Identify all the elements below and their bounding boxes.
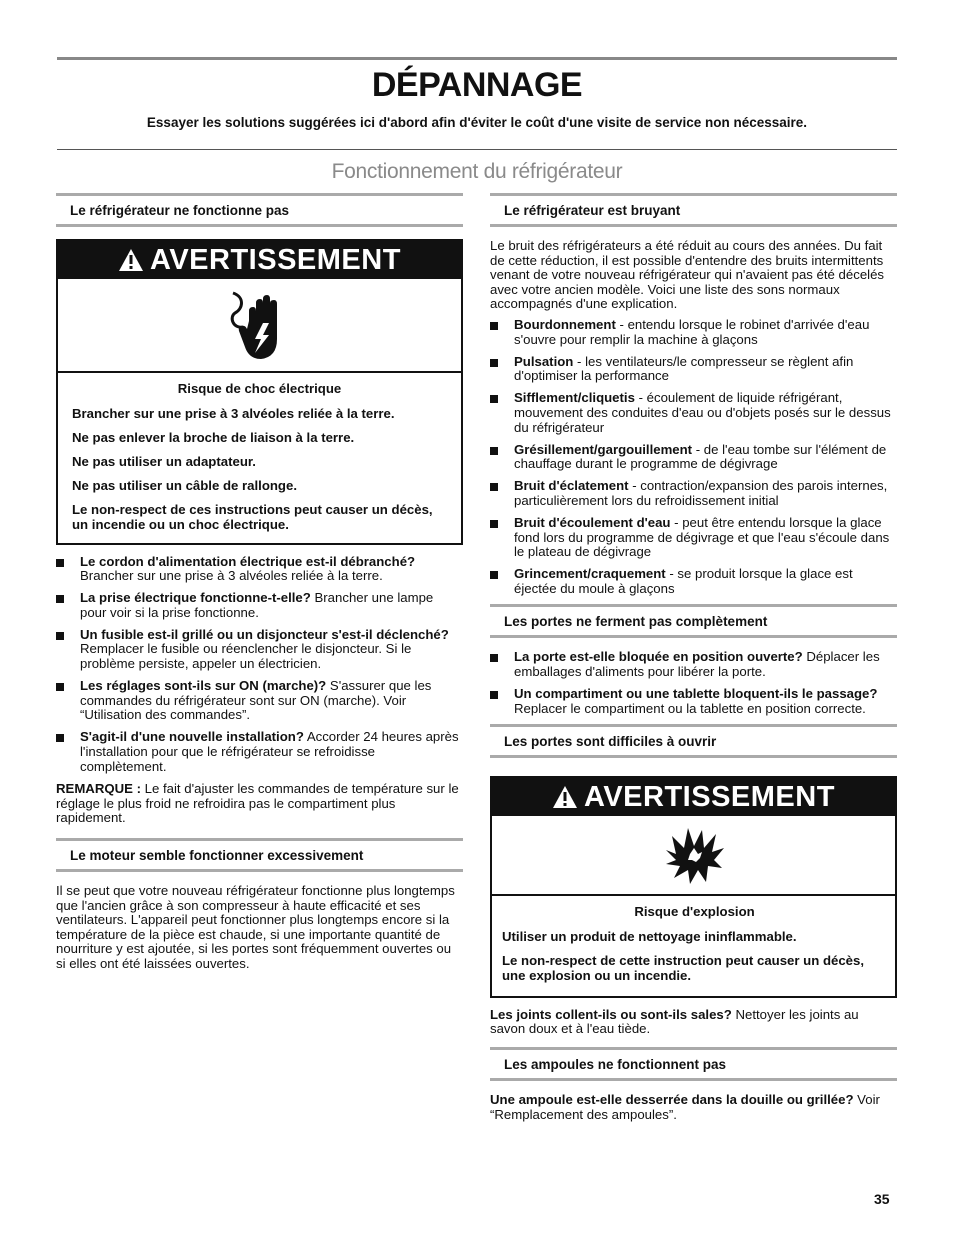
- explosion-warning-box: [490, 776, 897, 998]
- bullet-square-icon: [490, 447, 498, 455]
- noise-list: [490, 318, 897, 597]
- section-heading-doors-open: Les portes sont difficiles à ouvrir: [490, 724, 897, 758]
- warning-line: Brancher sur une prise à 3 alvéoles reliée à la terre.: [72, 405, 395, 421]
- page-title: DÉPANNAGE: [371, 66, 583, 104]
- list-item: [490, 650, 897, 679]
- bulb-question: Une ampoule est-elle desserrée dans la douille ou grillée?: [490, 1092, 854, 1108]
- electric-shock-hand-icon: [58, 279, 461, 373]
- bullet-square-icon: [56, 559, 64, 567]
- item-answer: Déplacer les emballages d'aliments pour libérer la porte.: [514, 649, 880, 680]
- list-item: [490, 687, 897, 716]
- item-term: Sifflement/cliquetis: [514, 390, 635, 406]
- item-answer: Brancher une lampe pour voir si la prise fonctionne.: [80, 590, 434, 620]
- item-desc: - peut être entendu lorsque la glace fond lors du programme de dégivrage et que l'eau s'écoule dans le plateau de dégivrage: [514, 515, 890, 560]
- item-question: Un compartiment ou une tablette bloquent-ils le passage?: [514, 686, 878, 702]
- section-heading-bulbs: Les ampoules ne fonctionnent pas: [490, 1047, 897, 1081]
- warning-line: Ne pas utiliser un adaptateur.: [72, 453, 256, 469]
- item-term: Bruit d'éclatement: [514, 478, 629, 494]
- item-term: Pulsation: [514, 353, 574, 369]
- list-item: [56, 730, 463, 774]
- seal-paragraph: [490, 1008, 897, 1037]
- list-item: [490, 516, 897, 560]
- warning-body: [58, 373, 461, 543]
- item-question: Le cordon d'alimentation électrique est-il débranché?: [80, 553, 416, 569]
- item-question: La prise électrique fonctionne-t-elle?: [80, 590, 311, 606]
- warning-line: Utiliser un produit de nettoyage ininflammable.: [502, 928, 797, 944]
- list-item: [56, 679, 463, 723]
- shock-warning-box: [56, 239, 463, 545]
- item-desc: - écoulement de liquide réfrigérant, mouvement des conduites d'eau ou d'objets posés sur le dessus du réfrigérateur: [514, 390, 891, 435]
- page-number: 35: [874, 1191, 890, 1207]
- bullet-square-icon: [490, 520, 498, 528]
- explosion-icon: [492, 816, 895, 896]
- bullet-square-icon: [490, 654, 498, 662]
- warning-header: [492, 778, 895, 816]
- section-heading-motor: Le moteur semble fonctionner excessivement: [56, 838, 463, 872]
- bullet-square-icon: [56, 683, 64, 691]
- bullet-square-icon: [56, 632, 64, 640]
- bullet-square-icon: [490, 691, 498, 699]
- section-heading-doors-close: Les portes ne ferment pas complètement: [490, 604, 897, 638]
- warning-risk: Risque d'explosion: [634, 904, 755, 920]
- warning-triangle-icon: [552, 785, 578, 809]
- list-item: [490, 318, 897, 347]
- section-subtitle: Fonctionnement du réfrigérateur: [331, 160, 623, 183]
- list-item: [490, 443, 897, 472]
- item-question: S'agit-il d'une nouvelle installation?: [80, 729, 304, 745]
- list-item: [490, 479, 897, 508]
- intro-text: Essayer les solutions suggérées ici d'abord afin d'éviter le coût d'une visite de service non nécessaire.: [146, 115, 808, 130]
- warning-line: Le non-respect de ces instructions peut causer un décès, un incendie ou un choc électrique.: [72, 501, 433, 532]
- item-question: La porte est-elle bloquée en position ouverte?: [514, 649, 803, 665]
- item-desc: - de l'eau tombe sur l'élément de chauffage durant le programme de dégivrage: [514, 441, 887, 472]
- noisy-intro: Le bruit des réfrigérateurs a été réduit au cours des années. Du fait de cette réduction, il est possible d'entendre des bruits intermittents venant de votre nouveau réfrigérateur qui n'avaient pas été décelés avec votre ancien modèle. Voici une liste des sons normaux accompagnés d'une explication.: [490, 238, 885, 312]
- warning-line: Ne pas enlever la broche de liaison à la terre.: [72, 429, 355, 445]
- bullet-square-icon: [56, 734, 64, 742]
- bullet-square-icon: [490, 571, 498, 579]
- item-question: Les réglages sont-ils sur ON (marche)?: [80, 678, 327, 694]
- check-list: [56, 555, 463, 775]
- item-desc: - contraction/expansion des parois internes, particulièrement lors du refroidissement initial: [514, 478, 888, 508]
- item-term: Bourdonnement: [514, 316, 616, 332]
- seal-question: Les joints collent-ils ou sont-ils sales?: [490, 1006, 732, 1022]
- note-text: Le fait d'ajuster les commandes de température sur le réglage le plus froid ne refroidira pas le compartiment plus rapidement.: [56, 781, 459, 826]
- bullet-square-icon: [490, 483, 498, 491]
- section-rule: [57, 149, 897, 150]
- warning-body: [492, 896, 895, 996]
- item-term: Grésillement/gargouillement: [514, 441, 693, 457]
- item-answer: Accorder 24 heures après l'installation pour que le réfrigérateur se refroidisse complètement.: [80, 729, 459, 774]
- item-desc: - se produit lorsque la glace est éjectée du moule à glaçons: [514, 566, 853, 596]
- item-desc: - les ventilateurs/le compresseur se règlent afin d'optimiser la performance: [514, 353, 854, 384]
- left-column: [56, 193, 463, 982]
- list-item: [56, 628, 463, 672]
- item-term: Bruit d'écoulement d'eau: [514, 515, 671, 530]
- list-item: [56, 555, 463, 584]
- note-label: REMARQUE :: [56, 781, 141, 797]
- motor-paragraph: Il se peut que votre nouveau réfrigérateur fonctionne plus longtemps que l'ancien grâce à son compresseur à haute efficacité et ses ventilateurs. L'appareil peut fonctionner plus longtemps encore si la température de la pièce est chaude, si une importante quantité de nourriture y est ajoutée, si les portes sont fréquemment ouvertes ou si elles ont été laissées ouvertes.: [56, 883, 455, 971]
- warning-header: [58, 241, 461, 279]
- bullet-square-icon: [490, 322, 498, 330]
- list-item: [56, 591, 463, 620]
- warning-header-label: AVERTISSEMENT: [584, 780, 835, 813]
- bulb-paragraph: [490, 1093, 897, 1122]
- warning-risk: Risque de choc électrique: [177, 381, 342, 396]
- warning-header-label: AVERTISSEMENT: [150, 243, 401, 276]
- bulb-answer: Voir “Remplacement des ampoules”.: [490, 1092, 880, 1122]
- item-answer: Replacer le compartiment ou la tablette en position correcte.: [514, 700, 866, 716]
- section-heading-not-running: Le réfrigérateur ne fonctionne pas: [56, 193, 463, 227]
- item-answer: Brancher sur une prise à 3 alvéoles reliée à la terre.: [80, 568, 383, 584]
- note-paragraph: [56, 782, 463, 826]
- top-rule: [57, 57, 897, 60]
- list-item: [490, 567, 897, 596]
- seal-answer: Nettoyer les joints au savon doux et à l'eau tiède.: [490, 1006, 859, 1037]
- list-item: [490, 355, 897, 384]
- warning-line: Le non-respect de cette instruction peut causer un décès, une explosion ou un incendie.: [502, 952, 865, 984]
- door-list: [490, 650, 897, 716]
- warning-line: Ne pas utiliser un câble de rallonge.: [72, 477, 297, 493]
- bullet-square-icon: [490, 359, 498, 367]
- item-desc: - entendu lorsque le robinet d'arrivée d'eau s'ouvre pour remplir la machine à glaçons: [514, 316, 870, 347]
- section-heading-noisy: Le réfrigérateur est bruyant: [490, 193, 897, 227]
- bullet-square-icon: [490, 395, 498, 403]
- item-answer: Remplacer le fusible ou réenclencher le disjoncteur. Si le problème persiste, appeler un électricien.: [80, 641, 412, 672]
- warning-triangle-icon: [118, 248, 144, 272]
- right-column: [490, 193, 897, 1132]
- item-answer: S'assurer que les commandes du réfrigérateur sont sur ON (marche). Voir “Utilisation des commandes”.: [80, 678, 432, 723]
- item-question: Un fusible est-il grillé ou un disjoncteur s'est-il déclenché?: [80, 626, 449, 642]
- bullet-square-icon: [56, 595, 64, 603]
- item-term: Grincement/craquement: [514, 566, 666, 582]
- list-item: [490, 391, 897, 435]
